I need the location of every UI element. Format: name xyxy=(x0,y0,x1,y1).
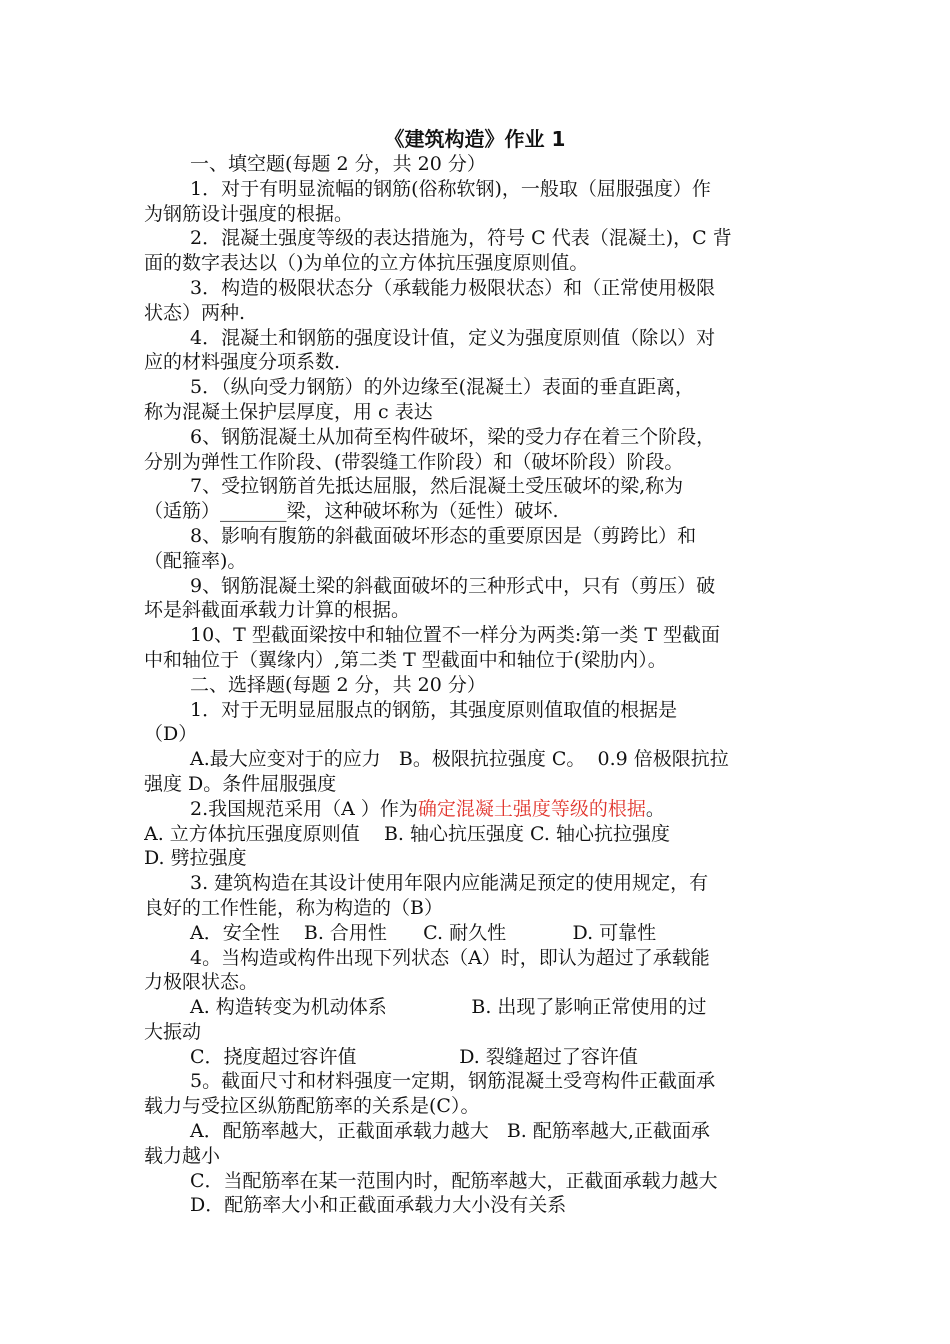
text-line-content: 中和轴位于（翼缘内）,第二类 T 型截面中和轴位于(梁肋内）。 xyxy=(144,648,667,671)
text-line xyxy=(144,896,806,921)
text-line-content: A. 构造转变为机动体系 B. 出现了影响正常使用的过 xyxy=(190,996,707,1019)
document-body xyxy=(144,152,806,1218)
text-line-content: 4．混凝土和钢筋的强度设计值，定义为强度原则值（除以）对 xyxy=(190,326,716,349)
text-line xyxy=(144,871,806,896)
text-line xyxy=(144,1119,806,1144)
text-line xyxy=(144,301,806,326)
text-line-content: 状态）两种. xyxy=(144,301,246,324)
text-line xyxy=(144,822,806,847)
text-line xyxy=(144,549,806,574)
text-line-content: 良好的工作性能，称为构造的（B） xyxy=(144,896,443,919)
text-line-content: （适筋）_______梁，这种破坏称为（延性）破坏. xyxy=(144,500,559,523)
document-page xyxy=(144,126,806,1218)
text-line xyxy=(144,995,806,1020)
text-line xyxy=(144,474,806,499)
text-line-content: C．挠度超过容许值 D. 裂缝超过了容许值 xyxy=(190,1045,638,1068)
text-line-content: 4。当构造或构件出现下列状态（A）时，即认为超过了承载能 xyxy=(190,946,710,969)
text-line xyxy=(144,1069,806,1094)
text-line xyxy=(144,375,806,400)
text-line-content: 1．对于有明显流幅的钢筋(俗称软钢)，一般取（屈服强度）作 xyxy=(190,177,711,200)
text-line xyxy=(144,425,806,450)
text-line-content: 载力越小 xyxy=(144,1144,221,1167)
text-line xyxy=(144,722,806,747)
text-line xyxy=(144,251,806,276)
text-line xyxy=(144,772,806,797)
text-line xyxy=(144,1045,806,1070)
text-line-content: 应的材料强度分项系数. xyxy=(144,351,341,374)
text-line-content: 3．构造的极限状态分（承载能力极限状态）和（正常使用极限 xyxy=(190,276,716,299)
text-line-content: （配箍率)。 xyxy=(144,549,247,572)
text-line xyxy=(144,326,806,351)
text-line xyxy=(144,648,806,673)
text-line xyxy=(144,400,806,425)
text-line-content: 面的数字表达以（)为单位的立方体抗压强度原则值。 xyxy=(144,252,589,275)
text-line xyxy=(144,623,806,648)
text-line-content: 5。截面尺寸和材料强度一定期，钢筋混凝土受弯构件正截面承 xyxy=(190,1070,716,1093)
text-line-content: A. 立方体抗压强度原则值 B. 轴心抗压强度 C. 轴心抗拉强度 xyxy=(144,822,670,845)
text-line-content: 2．混凝土强度等级的表达措施为，符号 C 代表（混凝土)，C 背 xyxy=(190,227,732,250)
text-line-content: 力极限状态。 xyxy=(144,971,259,994)
text-line xyxy=(144,177,806,202)
text-line-content: A．配筋率越大，正截面承载力越大 B. 配筋率越大,正截面承 xyxy=(190,1120,710,1143)
text-line xyxy=(144,499,806,524)
text-line xyxy=(144,1020,806,1045)
text-line-content: 坏是斜截面承载力计算的根据。 xyxy=(144,599,411,622)
text-line xyxy=(144,450,806,475)
text-line xyxy=(144,747,806,772)
text-line-content: A.最大应变对于的应力 B。极限抗拉强度 C。 0.9 倍极限抗拉 xyxy=(190,748,729,771)
text-line-content: 一、填空题(每题 2 分，共 20 分） xyxy=(190,153,486,175)
text-line xyxy=(144,946,806,971)
text-line xyxy=(144,574,806,599)
text-line xyxy=(144,226,806,251)
text-line-content: 9、钢筋混凝土梁的斜截面破坏的三种形式中，只有（剪压）破 xyxy=(190,574,716,597)
text-line xyxy=(144,1193,806,1218)
text-line-content: 二、选择题(每题 2 分，共 20 分） xyxy=(190,673,486,696)
text-line xyxy=(144,350,806,375)
text-line-content: 载力与受拉区纵筋配筋率的关系是(C）。 xyxy=(144,1095,480,1118)
text-line xyxy=(144,673,806,698)
text-line-content: A．安全性 B. 合用性 C. 耐久性 D. 可靠性 xyxy=(190,921,657,944)
document-title: 《建筑构造》作业 1 xyxy=(384,127,566,151)
text-line-content: C．当配筋率在某一范围内时，配筋率越大，正截面承载力越大 xyxy=(190,1169,718,1192)
text-line-content: 7、受拉钢筋首先抵达屈服，然后混凝土受压破坏的梁,称为 xyxy=(190,475,684,498)
text-line-content: 5．（纵向受力钢筋）的外边缘至(混凝土）表面的垂直距离， xyxy=(190,376,695,399)
text-line-content: 3. 建筑构造在其设计使用年限内应能满足预定的使用规定，有 xyxy=(190,872,709,895)
text-line xyxy=(144,970,806,995)
text-line-content: D．配筋率大小和正截面承载力大小没有关系 xyxy=(190,1194,567,1217)
text-line-content: 1．对于无明显屈服点的钢筋，其强度原则值取值的根据是 xyxy=(190,698,678,721)
text-line-content: 强度 D。条件屈服强度 xyxy=(144,772,337,795)
text-line xyxy=(144,846,806,871)
text-line-tail: 。 xyxy=(645,797,665,820)
text-line-content: 2.我国规范采用（A ）作为 xyxy=(190,797,418,820)
text-line xyxy=(144,921,806,946)
text-line-content: 大振动 xyxy=(144,1020,202,1043)
text-line xyxy=(144,202,806,227)
text-line-content: （D） xyxy=(144,723,198,746)
text-line xyxy=(144,276,806,301)
text-line-content: D. 劈拉强度 xyxy=(144,847,247,870)
text-line xyxy=(144,1094,806,1119)
text-line-content: 8、影响有腹筋的斜截面破坏形态的重要原因是（剪跨比）和 xyxy=(190,524,697,547)
text-line-content: 称为混凝土保护层厚度，用 c 表达 xyxy=(144,400,433,423)
highlighted-text: 确定混凝土强度等级的根据 xyxy=(417,797,646,820)
text-line xyxy=(144,698,806,723)
text-line-content: 6、钢筋混凝土从加荷至构件破坏，梁的受力存在着三个阶段， xyxy=(190,425,716,448)
text-line xyxy=(144,152,806,177)
text-line-content: 为钢筋设计强度的根据。 xyxy=(144,202,354,225)
text-line xyxy=(144,1144,806,1169)
text-line-content: 10、T 型截面梁按中和轴位置不一样分为两类:第一类 T 型截面 xyxy=(190,624,721,647)
text-line xyxy=(144,524,806,549)
text-line xyxy=(144,598,806,623)
text-line xyxy=(144,797,806,822)
text-line-content: 分别为弹性工作阶段、(带裂缝工作阶段）和（破坏阶段）阶段。 xyxy=(144,450,684,473)
text-line xyxy=(144,1169,806,1194)
